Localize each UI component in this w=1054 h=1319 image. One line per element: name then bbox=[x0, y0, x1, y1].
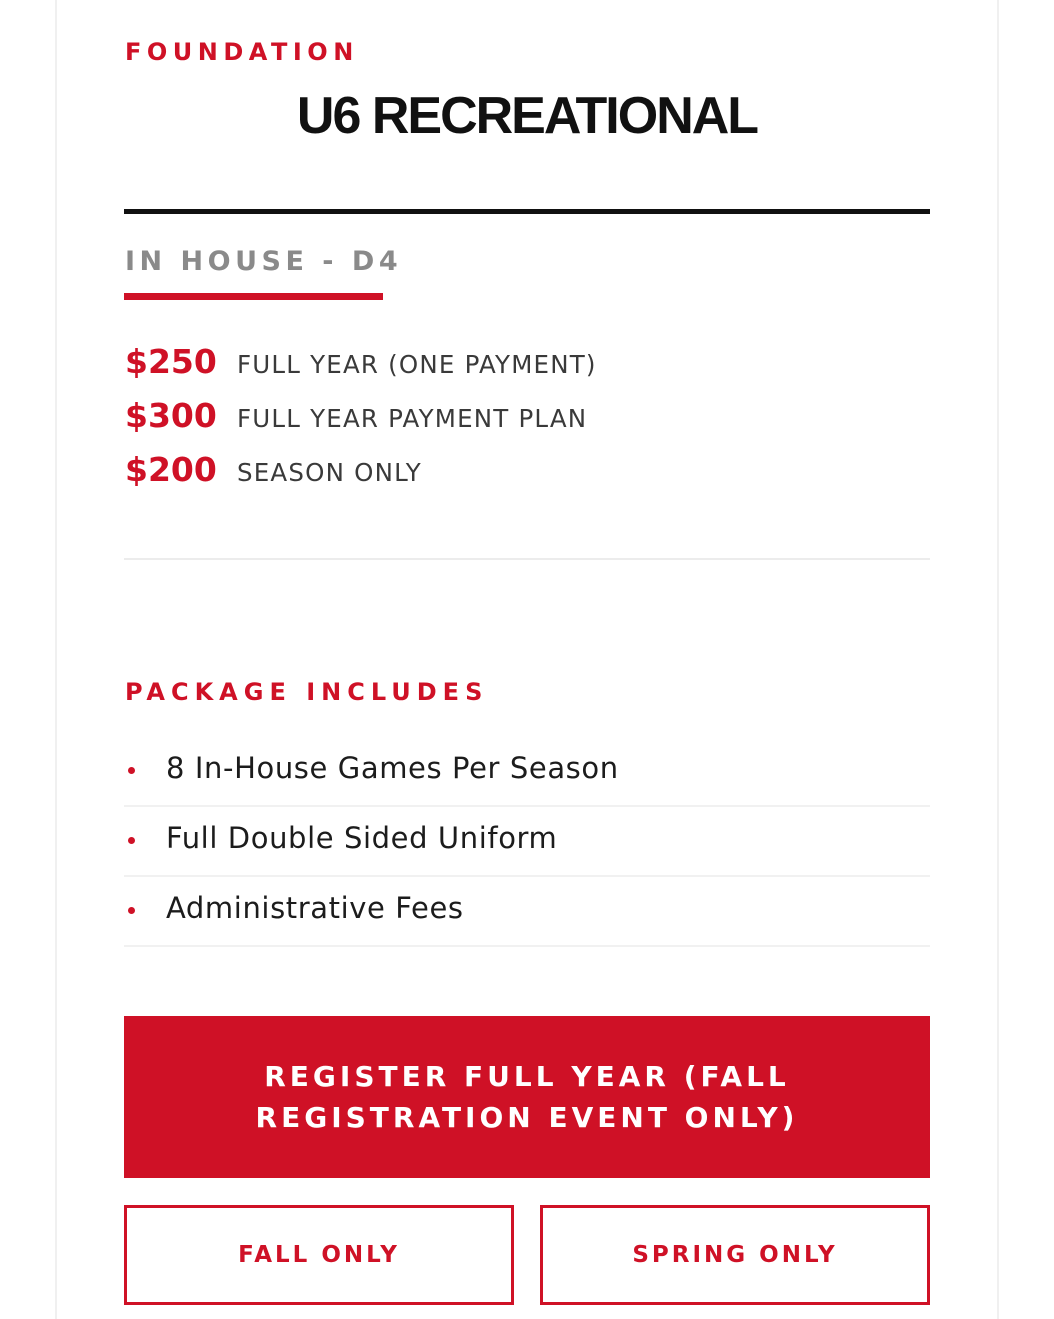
price-row bbox=[125, 342, 597, 386]
list-item-text: Administrative Fees bbox=[166, 891, 464, 925]
list-item-text: 8 In-House Games Per Season bbox=[166, 751, 619, 785]
price-description: SEASON ONLY bbox=[237, 458, 422, 487]
register-full-year-label: REGISTER FULL YEAR (FALL REGISTRATION EVENT ONLY) bbox=[255, 1060, 799, 1134]
package-includes-heading: PACKAGE INCLUDES bbox=[125, 678, 489, 706]
price-description: FULL YEAR PAYMENT PLAN bbox=[237, 404, 588, 433]
fall-only-label: FALL ONLY bbox=[238, 1242, 400, 1268]
program-title: U6 RECREATIONAL bbox=[296, 87, 758, 145]
card-border-right bbox=[997, 0, 999, 1319]
price-amount: $300 bbox=[125, 396, 217, 435]
list-item-text: Full Double Sided Uniform bbox=[166, 821, 558, 855]
section-divider bbox=[124, 558, 930, 560]
bullet-icon bbox=[128, 767, 135, 774]
fall-only-button[interactable] bbox=[124, 1205, 514, 1305]
tier-label: FOUNDATION bbox=[125, 38, 359, 66]
spring-only-label: SPRING ONLY bbox=[632, 1242, 838, 1268]
list-item bbox=[124, 737, 930, 807]
bullet-icon bbox=[128, 907, 135, 914]
price-row bbox=[125, 396, 587, 440]
active-tab-indicator bbox=[124, 293, 383, 300]
price-description: FULL YEAR (ONE PAYMENT) bbox=[237, 350, 597, 379]
price-amount: $250 bbox=[125, 342, 217, 381]
list-item bbox=[124, 807, 930, 877]
register-full-year-button[interactable] bbox=[124, 1016, 930, 1178]
tab-in-house-d4[interactable]: IN HOUSE - D4 bbox=[125, 246, 403, 277]
price-row bbox=[125, 450, 422, 494]
price-amount: $200 bbox=[125, 450, 217, 489]
bullet-icon bbox=[128, 837, 135, 844]
card-border-left bbox=[55, 0, 57, 1319]
list-item bbox=[124, 877, 930, 947]
title-divider bbox=[124, 209, 930, 214]
spring-only-button[interactable] bbox=[540, 1205, 930, 1305]
